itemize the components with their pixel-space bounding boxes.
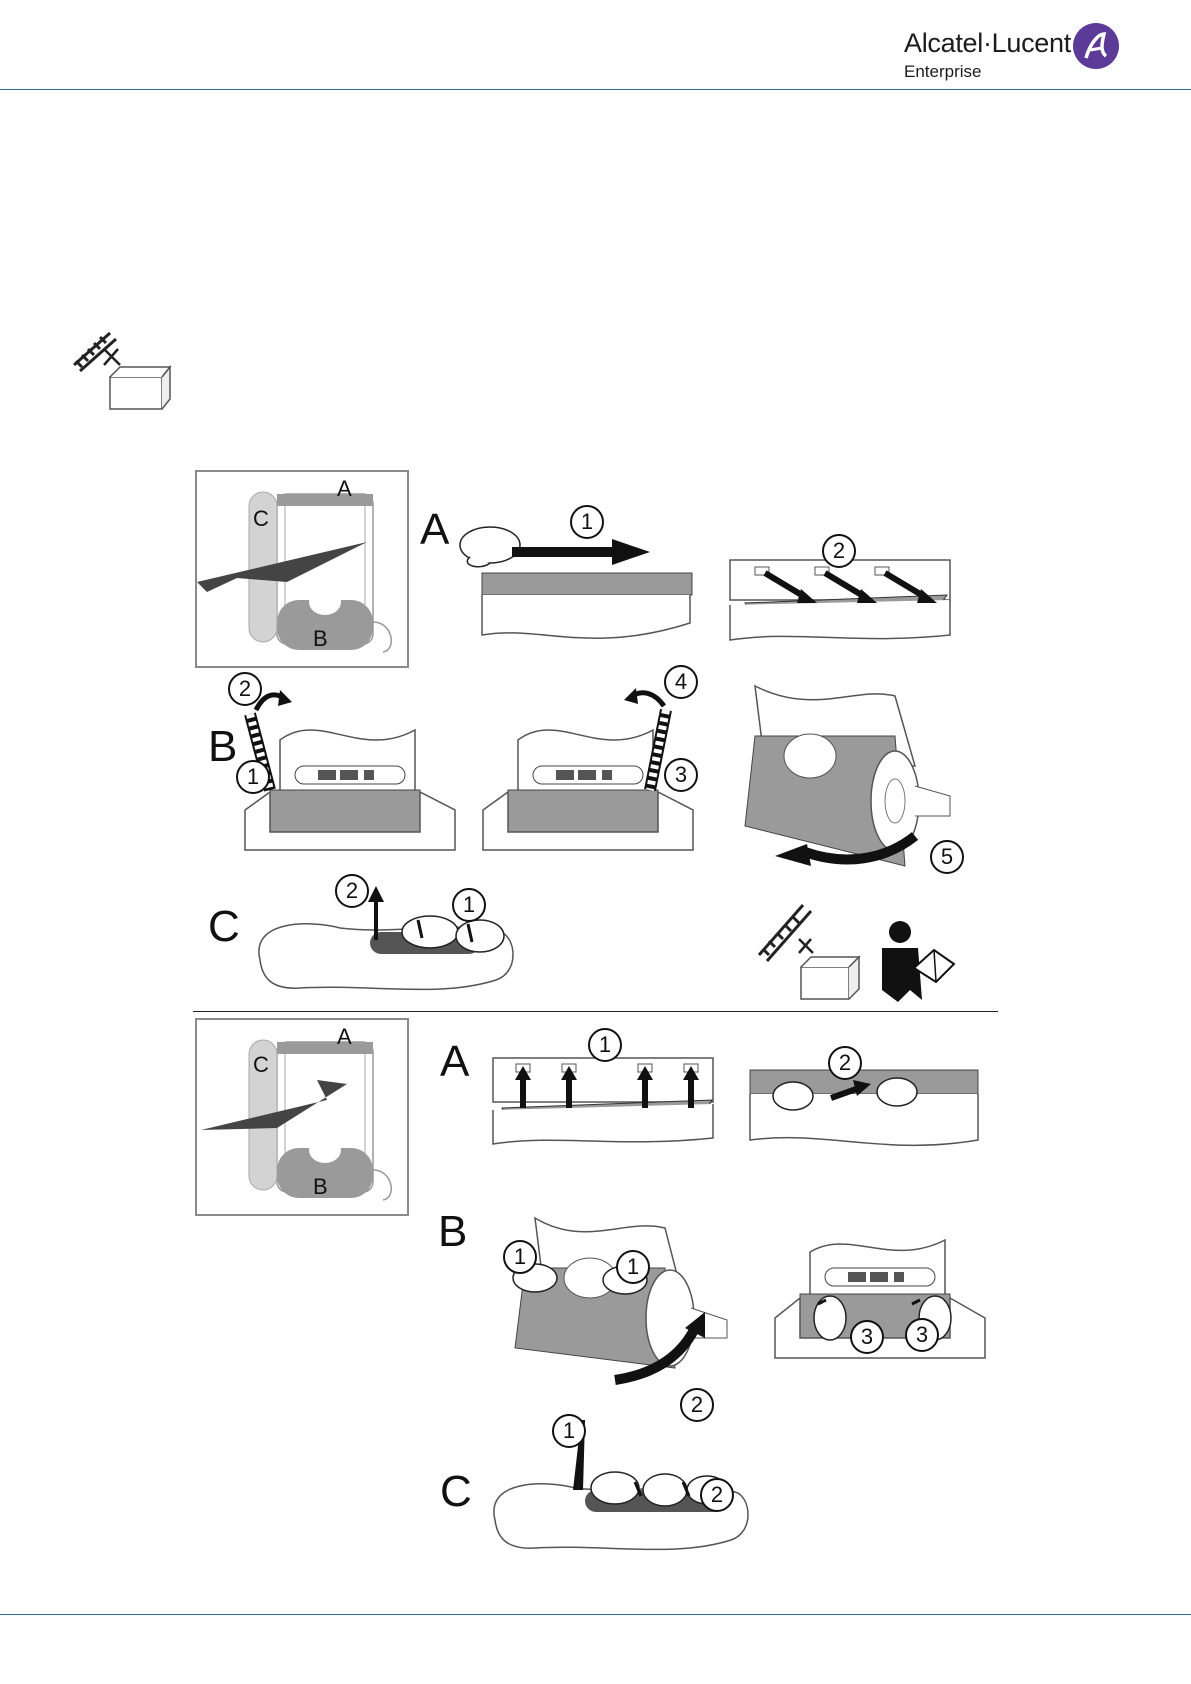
overview-label-b: B xyxy=(313,626,328,651)
overview-label-b: B xyxy=(313,1174,328,1199)
section-b-label: B xyxy=(208,722,238,771)
section-divider xyxy=(193,1011,998,1012)
overview-label-c: C xyxy=(253,1052,269,1077)
step-circle: 1 xyxy=(570,505,604,539)
step-circle: 1 xyxy=(552,1414,586,1448)
brand-subtitle: Enterprise xyxy=(904,62,982,81)
phone-overview-drawing xyxy=(197,1020,407,1214)
overview-box-install xyxy=(195,1018,409,1216)
remove-b-right-drawing xyxy=(735,676,960,876)
step-circle: 1 xyxy=(616,1250,650,1284)
step-circle: 2 xyxy=(228,672,262,706)
section-a-label: A xyxy=(420,505,450,554)
overview-box-remove xyxy=(195,470,409,668)
step-circle: 1 xyxy=(503,1240,537,1274)
phone-overview-drawing xyxy=(197,472,407,666)
header-rule xyxy=(0,89,1191,90)
section-b-label: B xyxy=(438,1207,468,1256)
step-circle: 2 xyxy=(822,534,856,568)
section-c-label: C xyxy=(440,1467,472,1516)
step-circle: 1 xyxy=(452,888,486,922)
step-circle: 5 xyxy=(930,840,964,874)
step-circle: 1 xyxy=(588,1028,622,1062)
recycle-box-icon xyxy=(70,325,170,410)
footer-rule xyxy=(0,1614,1191,1615)
install-a-step1-drawing xyxy=(488,1048,723,1148)
overview-label-a: A xyxy=(337,1024,352,1049)
step-circle: 2 xyxy=(700,1478,734,1512)
overview-label-c: C xyxy=(253,506,269,531)
step-circle: 3 xyxy=(664,758,698,792)
step-circle: 2 xyxy=(680,1388,714,1422)
step-circle: 2 xyxy=(828,1046,862,1080)
step-circle: 4 xyxy=(664,665,698,699)
brand-name: Alcatel·Lucent xyxy=(904,28,1071,58)
install-a-step2-drawing xyxy=(745,1060,985,1160)
step-circle: 1 xyxy=(236,760,270,794)
step-circle: 3 xyxy=(850,1320,884,1354)
install-b-left-drawing xyxy=(495,1208,735,1398)
reading-manual-icon xyxy=(878,920,963,1002)
install-b-right-drawing xyxy=(770,1218,995,1378)
step-circle: 2 xyxy=(335,874,369,908)
recycle-box-icon xyxy=(755,895,865,1005)
section-c-label: C xyxy=(208,902,240,951)
overview-label-a: A xyxy=(337,476,352,501)
remove-b-left-drawing xyxy=(240,690,465,870)
brand-logo-icon xyxy=(1072,22,1120,70)
section-a-label: A xyxy=(440,1037,470,1086)
step-circle: 3 xyxy=(905,1318,939,1352)
